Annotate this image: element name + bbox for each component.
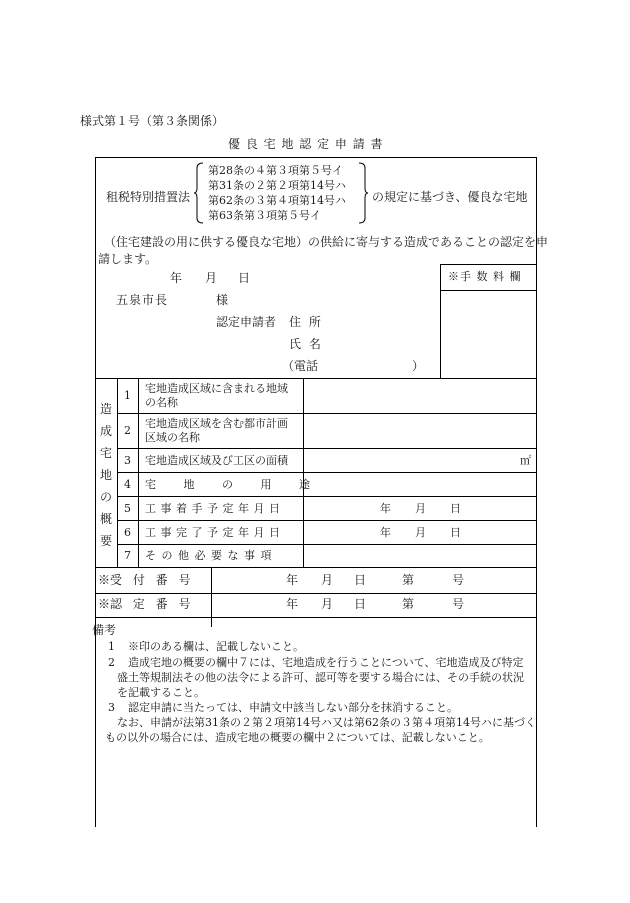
row-3-unit: ㎡: [520, 454, 531, 467]
addressee-honorific: 様: [216, 293, 229, 307]
row-2-value-field[interactable]: [304, 414, 536, 448]
date-month: 月: [205, 271, 218, 285]
outline-side-char-1: 造: [100, 402, 113, 416]
article-2: 第31条の２第２項第14号ハ: [208, 179, 346, 192]
row-6-year: 年: [380, 526, 391, 539]
note-2-line-2: 盛土等規制法その他の法令による許可、認可等を要する場合には、その手続の状況: [117, 671, 524, 684]
row-7-number: 7: [124, 549, 131, 562]
outline-side-char-7: 要: [100, 534, 113, 548]
approval-number-prefix: 第: [402, 597, 415, 611]
form-right-border: [536, 157, 537, 827]
note-3-line-2: なお、申請が法第31条の２第２項第14号ハ又は第62条の３第４項第14号ハに基づく: [117, 716, 536, 729]
row-2-number: 2: [124, 424, 131, 437]
row-6-day: 日: [450, 526, 461, 539]
note-1-line-1: ※印のある欄は、記載しないこと。: [128, 640, 304, 653]
receipt-label: ※受 付 番 号: [98, 573, 191, 587]
row-5-day: 日: [450, 502, 461, 515]
receipt-number-suffix: 号: [452, 573, 465, 587]
right-brace: [357, 162, 369, 224]
page-title: 優 良 宅 地 認 定 申 請 書: [228, 137, 384, 151]
receipt-number-prefix: 第: [402, 573, 415, 587]
note-3-line-3: もの以外の場合には、造成宅地の概要の欄中２については、記載しないこと。: [105, 731, 490, 744]
receipt-year: 年: [286, 573, 299, 587]
applicant-phone-open: （電話: [282, 359, 319, 373]
applicant-phone-close: ）: [412, 359, 425, 373]
article-3: 第62条の３第４項第14号ハ: [208, 194, 346, 207]
outline-side-char-4: 地: [100, 468, 113, 482]
row-1-number: 1: [124, 389, 131, 402]
row-1-label-line-1: 宅地造成区域に含まれる地域: [145, 382, 288, 395]
row-1-value-field[interactable]: [304, 379, 536, 413]
row-3-number: 3: [124, 454, 131, 467]
note-2-number: 2: [108, 656, 115, 669]
outline-side-char-6: 概: [100, 512, 113, 526]
date-year: 年: [170, 271, 183, 285]
approval-label: ※認 定 番 号: [98, 597, 191, 611]
row-2-label-line-1: 宅地造成区域を含む都市計画: [145, 417, 288, 430]
row-5-month: 月: [415, 502, 426, 515]
row-6-label: 工 事 完 了 予 定 年 月 日: [145, 526, 280, 539]
form-number: 様式第１号（第３条関係）: [80, 114, 225, 128]
intro-after-brace: の規定に基づき、優良な宅地: [372, 190, 528, 204]
receipt-month: 月: [321, 573, 334, 587]
row-4-value-field[interactable]: [304, 473, 536, 496]
row-2-label-line-2: 区域の名称: [145, 431, 200, 444]
row-4-number: 4: [124, 478, 131, 491]
row-7-value-field[interactable]: [304, 545, 536, 567]
approval-number-suffix: 号: [452, 597, 465, 611]
row-6-month: 月: [415, 526, 426, 539]
form-left-border: [95, 157, 96, 827]
note-3-number: 3: [108, 701, 115, 714]
row-5-year: 年: [380, 502, 391, 515]
outline-side-char-2: 成: [100, 424, 113, 438]
applicant-label: 認定申請者: [216, 315, 277, 329]
date-day: 日: [238, 271, 251, 285]
form-bottom-border: [95, 617, 537, 618]
addressee-name: 五泉市長: [116, 293, 169, 307]
article-4: 第63条第３項第５号イ: [208, 209, 321, 222]
approval-year: 年: [286, 597, 299, 611]
fee-label: ※手 数 料 欄: [448, 270, 522, 283]
receipt-day: 日: [354, 573, 367, 587]
article-1: 第28条の４第３項第５号イ: [208, 164, 343, 177]
row-3-label: 宅地造成区域及び工区の面積: [145, 454, 288, 467]
row-4-label: 宅 地 の 用 途: [145, 478, 310, 491]
applicant-name-label: 氏 名: [289, 337, 321, 351]
left-brace: [193, 162, 205, 224]
note-1-number: 1: [108, 640, 115, 653]
row-3-value-field[interactable]: [304, 449, 536, 472]
row-5-number: 5: [124, 502, 131, 515]
outline-side-char-3: 宅: [100, 446, 113, 460]
row-7-label: そ の 他 必 要 な 事 項: [145, 549, 272, 562]
note-2-line-3: を記載すること。: [117, 686, 205, 699]
intro-line-2: （住宅建設の用に供する優良な宅地）の供給に寄与する造成であることの認定を申: [104, 235, 549, 249]
fee-stamp-area[interactable]: [441, 291, 536, 378]
row-1-label-line-2: の名称: [145, 396, 178, 409]
outline-side-char-5: の: [100, 490, 113, 504]
approval-month: 月: [321, 597, 334, 611]
note-2-line-1: 造成宅地の概要の欄中７には、宅地造成を行うことについて、宅地造成及び特定: [128, 656, 524, 669]
row-5-label: 工 事 着 手 予 定 年 月 日: [145, 502, 280, 515]
intro-line-3: 請します。: [98, 252, 158, 266]
row-6-number: 6: [124, 526, 131, 539]
applicant-address-label: 住 所: [289, 315, 321, 329]
approval-day: 日: [354, 597, 367, 611]
note-3-line-1: 認定申請に当たっては、申請文中該当しない部分を抹消すること。: [128, 701, 458, 714]
law-name: 租税特別措置法: [106, 190, 191, 204]
notes-heading: 備考: [92, 623, 117, 637]
